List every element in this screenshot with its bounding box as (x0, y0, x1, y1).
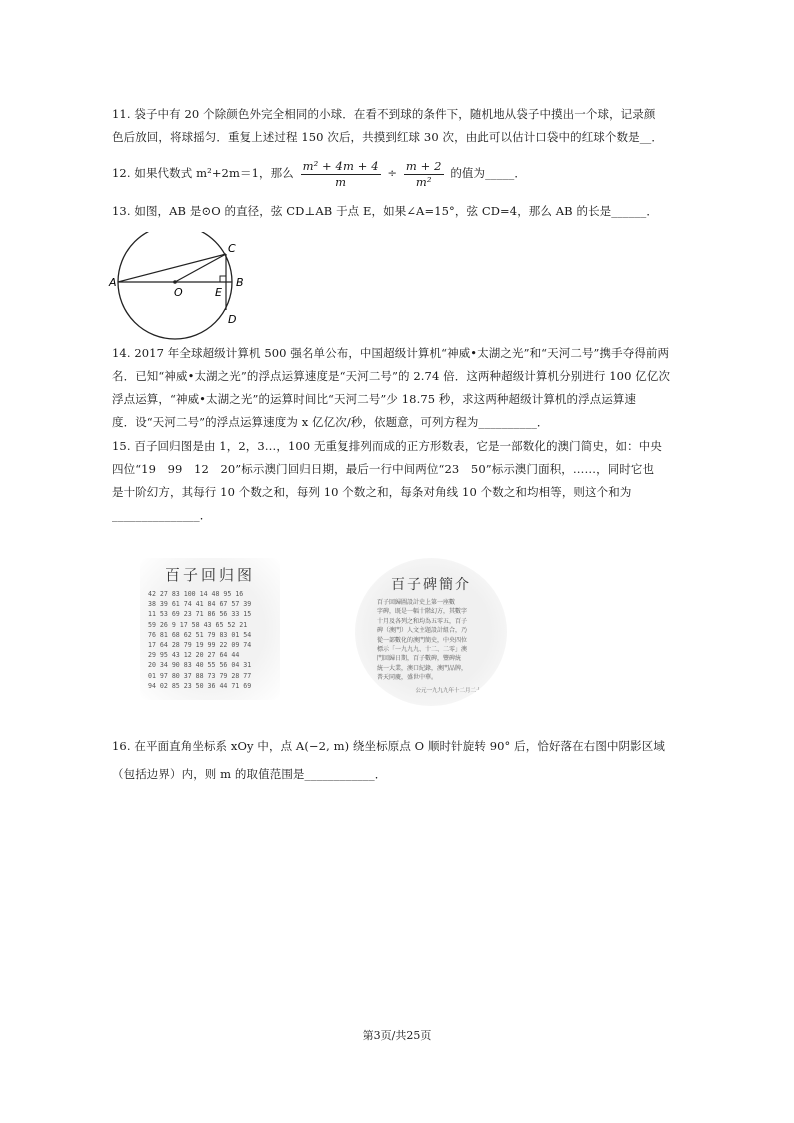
img2-text-line: 碑（澳門）人文主題設計組合，乃 (377, 627, 468, 635)
img1-title: 百子回归图 (164, 566, 255, 584)
question-11 (112, 103, 687, 149)
label-o: O (174, 286, 183, 299)
q11-line2: 色后放回，将球摇匀．重复上述过程 150 次后，共摸到红球 30 次，由此可以估计口袋中的红球个数是__． (112, 130, 663, 144)
q14-line1: 14. 2017 年全球超级计算机 500 强名单公布，中国超级计算机“神威•太湖之光”和“天河二号”携手夺得前两 (112, 346, 670, 360)
img2-text-line: 門回歸日期，百子數碑，豐碑統 (377, 655, 462, 663)
img2-text-line: 字碑，既是一幅十階幻方，其數字 (377, 608, 468, 616)
img2-text-line: 十月及各列之和均為五零五，百子 (377, 617, 468, 625)
img2-text-line: 統一大業，澳口紀錄，澳門品牌， (377, 664, 468, 672)
img1-grid-row: 11 53 69 23 71 86 56 33 15 (148, 610, 252, 619)
img1-grid-row: 94 02 85 23 50 36 44 71 69 (148, 681, 252, 690)
q15-line1: 15. 百子回归图是由 1，2，3…，100 无重复排列而成的正方形数表，它是一部数化的澳门简史，如：中央 (112, 439, 662, 453)
q16-line1: 16. 在平面直角坐标系 xOy 中，点 A(−2, m) 绕坐标原点 O 顺时针旋转 90° 后，恰好落在右图中阴影区域 (112, 739, 665, 753)
q15-line4: _______________． (112, 508, 212, 522)
q14-line2: 名．已知“神威•太湖之光”的浮点运算速度是“天河二号”的 2.74 倍．这两种超级计算机分别进行 100 亿亿次 (112, 369, 671, 383)
question-12 (112, 158, 687, 190)
img2-footer: 公元一九九九年十二月二十日 (415, 687, 487, 694)
q12-operator: ÷ (387, 166, 398, 180)
img1-grid-row: 01 97 80 37 88 73 79 28 77 (148, 671, 252, 680)
q16-line2: （包括边界）内，则 m 的取值范围是____________． (112, 767, 387, 781)
label-b: B (236, 276, 244, 289)
label-a: A (109, 276, 117, 289)
q12-frac1-denominator: m (335, 174, 347, 189)
img1-grid-row: 29 95 43 12 20 27 64 44 (148, 651, 240, 660)
question-13 (112, 200, 687, 223)
hundred-numbers-chart-image (140, 558, 280, 700)
img2-text-line: 標示「一九九九、十二、二零」澳 (377, 646, 468, 654)
img1-number-grid (148, 589, 274, 691)
img1-grid-row: 59 26 9 17 58 43 65 52 21 (148, 620, 248, 629)
img2-title: 百子碑簡介 (391, 577, 471, 593)
img1-grid-row: 76 81 68 62 51 79 83 01 54 (148, 630, 252, 639)
question-14 (112, 342, 687, 434)
page-footer: 第3页/共25页 (362, 1029, 432, 1042)
q15-line3: 是十阶幻方，其每行 10 个数之和，每列 10 个数之和，每条对角线 10 个数之和均相等，则这个和为 (112, 485, 632, 499)
q12-suffix: 的值为_____． (450, 166, 526, 180)
label-d: D (228, 313, 237, 326)
circle-diagram (108, 232, 248, 342)
img2-text-line: 普天同慶，盛世中華。 (377, 674, 438, 682)
q12-prefix: 12. 如果代数式 m²+2m＝1，那么 (112, 166, 294, 180)
q12-frac2-denominator: m² (415, 174, 432, 189)
q13-text: 13. 如图，AB 是⊙O 的直径，弦 CD⊥AB 于点 E，如果∠A=15°，弦 CD=4，那么 AB 的长是______． (112, 204, 658, 218)
q15-line2: 四位“19 99 12 20”标示澳门回归日期，最后一行中间两位“23 50”标示澳门面积，……，同时它也 (112, 462, 655, 476)
img2-text-line: 百子回歸圖設計史上第一座數 (377, 599, 456, 606)
segment-ac (118, 254, 226, 282)
img1-grid-row: 17 64 28 79 19 99 22 09 74 (148, 641, 252, 650)
q12-frac1-numerator: m² + 4m + 4 (302, 158, 379, 173)
img1-grid-row: 42 27 83 100 14 48 95 16 (148, 590, 244, 598)
img2-text-line: 從一部數化的澳門簡史，中央四位 (377, 636, 468, 644)
q14-line3: 浮点运算，“神威•太湖之光”的运算时间比“天河二号”少 18.75 秒，求这两种超级计算机的浮点运算速 (112, 392, 637, 406)
q12-fraction-1 (301, 159, 381, 190)
img1-grid-row: 38 39 61 74 41 84 67 57 39 (148, 600, 252, 609)
center-point (173, 280, 177, 284)
label-e: E (215, 286, 222, 299)
img2-text-block (377, 598, 491, 683)
right-angle-mark (220, 276, 226, 282)
q14-line4: 度．设“天河二号”的浮点运算速度为 x 亿亿次/秒，依题意，可列方程为__________． (112, 415, 549, 429)
q12-frac2-numerator: m + 2 (405, 158, 442, 173)
q12-fraction-2 (404, 159, 444, 190)
question-15 (112, 435, 687, 527)
label-c: C (228, 242, 236, 255)
question-16 (112, 732, 687, 788)
img1-grid-row: 20 34 90 83 40 55 56 04 31 (148, 661, 252, 670)
q11-line1: 11. 袋子中有 20 个除颜色外完全相同的小球．在看不到球的条件下，随机地从袋子中摸出一个球，记录颜 (112, 107, 656, 121)
monument-intro-image (355, 558, 507, 706)
segment-oc (175, 254, 226, 282)
